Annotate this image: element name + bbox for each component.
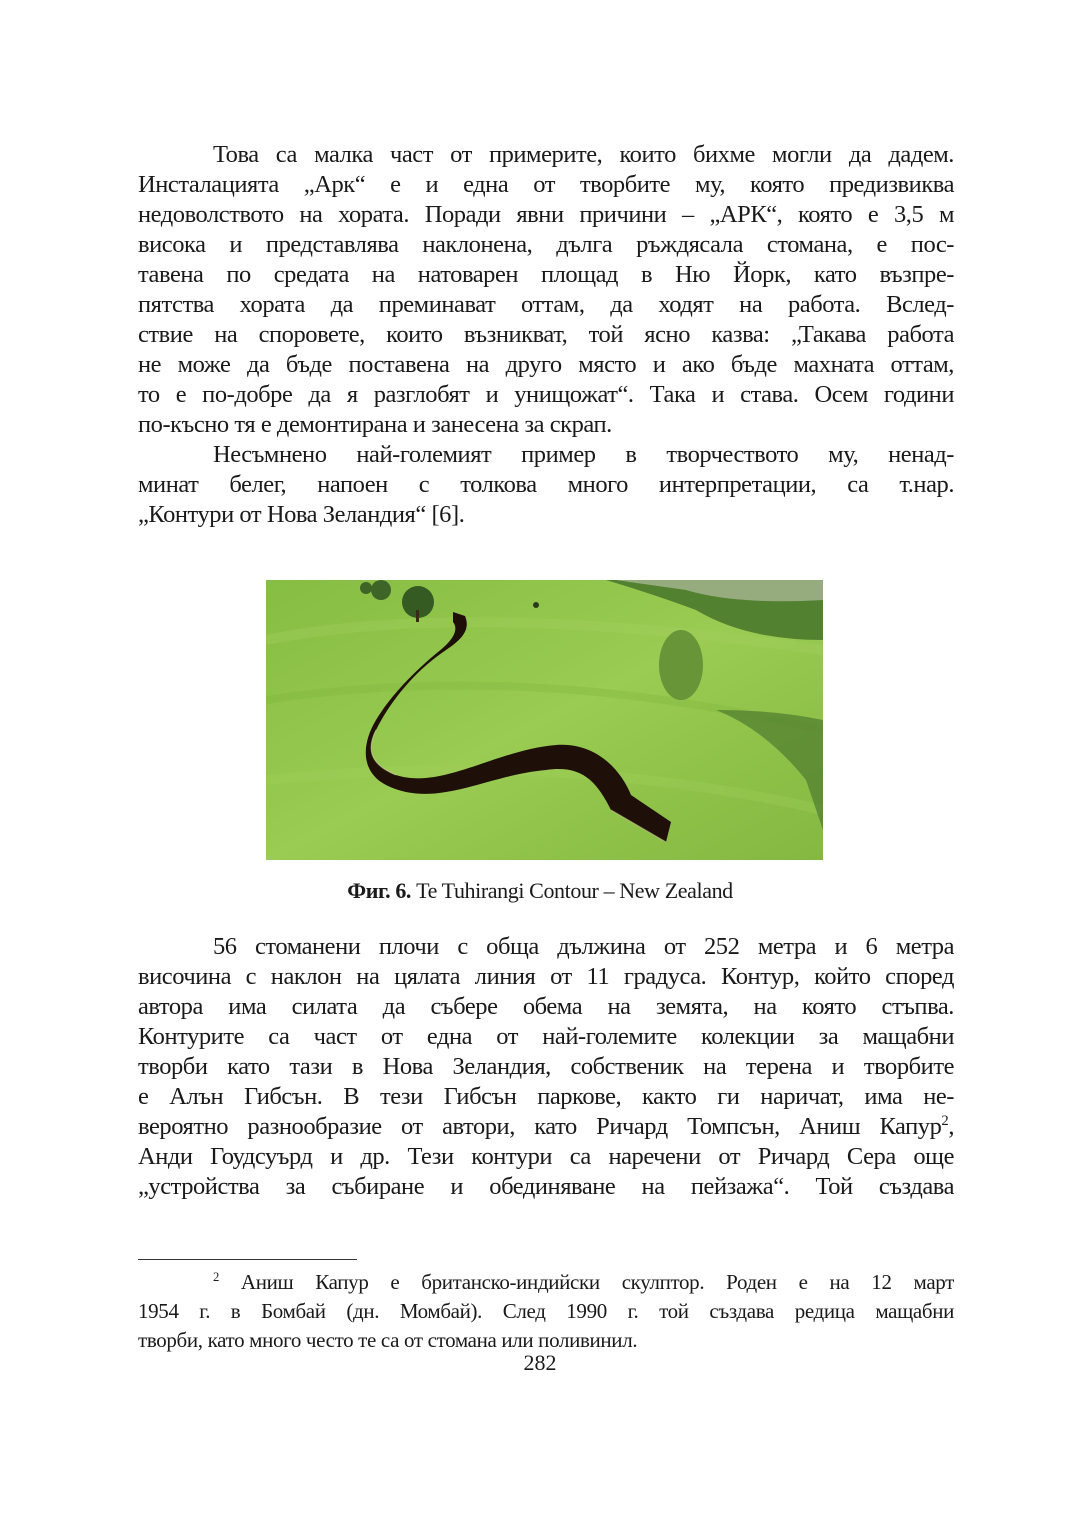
text-line: не може да бъде поставена на друго място и ако бъде махната оттам, [138,351,954,378]
text-line: то е по-добре да я разглобят и унищожат“. Така и става. Осем години [138,381,954,408]
footnote-line: творби, като много често те са от стомана или поливинил. [138,1328,638,1352]
text-line: автора има силата да събере обема на земята, на която стъпва. [138,993,954,1020]
punctuation: , [948,1113,954,1140]
text-line: Инсталацията „Арк“ е и една от творбите му, която предизвиква [138,171,954,198]
text-line: недоволството на хората. Поради явни причини – „АРК“, която е 3,5 м [138,201,954,228]
text-line: пятства хората да преминават оттам, да ходят на работа. Вслед- [138,291,954,318]
figure-title: Te Tuhirangi Contour – New Zealand [411,878,733,903]
text-line: творби като тази в Нова Зеландия, собственик на терена и творбите [138,1053,954,1080]
text-line: Това са малка част от примерите, които бихме могли да дадем. [213,141,954,168]
text-line: минат белег, напоен с толкова много интерпретации, са т.нар. [138,471,954,498]
text-line: е Алън Гибсън. В тези Гибсън паркове, както ги наричат, има не- [138,1083,954,1110]
footnote-separator [138,1259,357,1260]
footnote-line [138,1268,954,1297]
landscape-photo [266,580,823,860]
text-line: Контурите са част от една от най-големите колекции за мащабни [138,1023,954,1050]
footnote-marker: 2 [213,1270,219,1284]
text-line: Несъмнено най-големият пример в творчеството му, ненад- [213,441,954,468]
text-line: „устройства за събиране и обединяване на пейзажа“. Той създава [138,1173,954,1200]
text-line: висока и представлява наклонена, дълга ръждясала стомана, е пос- [138,231,954,258]
footnote-reference[interactable]: 2 [941,1112,949,1129]
figure-image [266,580,823,860]
paragraph-2 [138,440,954,530]
text-line: по-късно тя е демонтирана и занесена за скрап. [138,411,612,438]
text-line-with-footnote-ref [138,1112,954,1142]
paragraph-1 [138,140,954,530]
text-line: ствие на споровете, които възникват, той ясно казва: „Такава работа [138,321,954,348]
text: Аниш Капур е британско-индийски скулптор. Роден е на 12 март [218,1270,954,1294]
figure-caption [0,877,1080,905]
text-line: Анди Гоудсуърд и др. Тези контури са наречени от Ричард Сера още [138,1143,954,1170]
text-line: 56 стоманени плочи с обща дължина от 252 метра и 6 метра [213,933,954,960]
text-line: височина с наклон на цялата линия от 11 градуса. Контур, който според [138,963,954,990]
text: вероятно разнообразие от автори, като Ричард Томпсън, Аниш Капур [138,1113,942,1140]
paragraph-3 [138,932,954,1202]
footnote-line: 1954 г. в Бомбай (дн. Момбай). След 1990 г. той създава редица мащабни [138,1299,954,1323]
text-line: „Контури от Нова Зеландия“ [6]. [138,501,465,528]
figure-label: Фиг. 6. [347,878,412,903]
text-line: тавена по средата на натоварен площад в Ню Йорк, като възпре- [138,261,954,288]
page-number: 282 [523,1350,557,1375]
footnote [138,1268,954,1355]
